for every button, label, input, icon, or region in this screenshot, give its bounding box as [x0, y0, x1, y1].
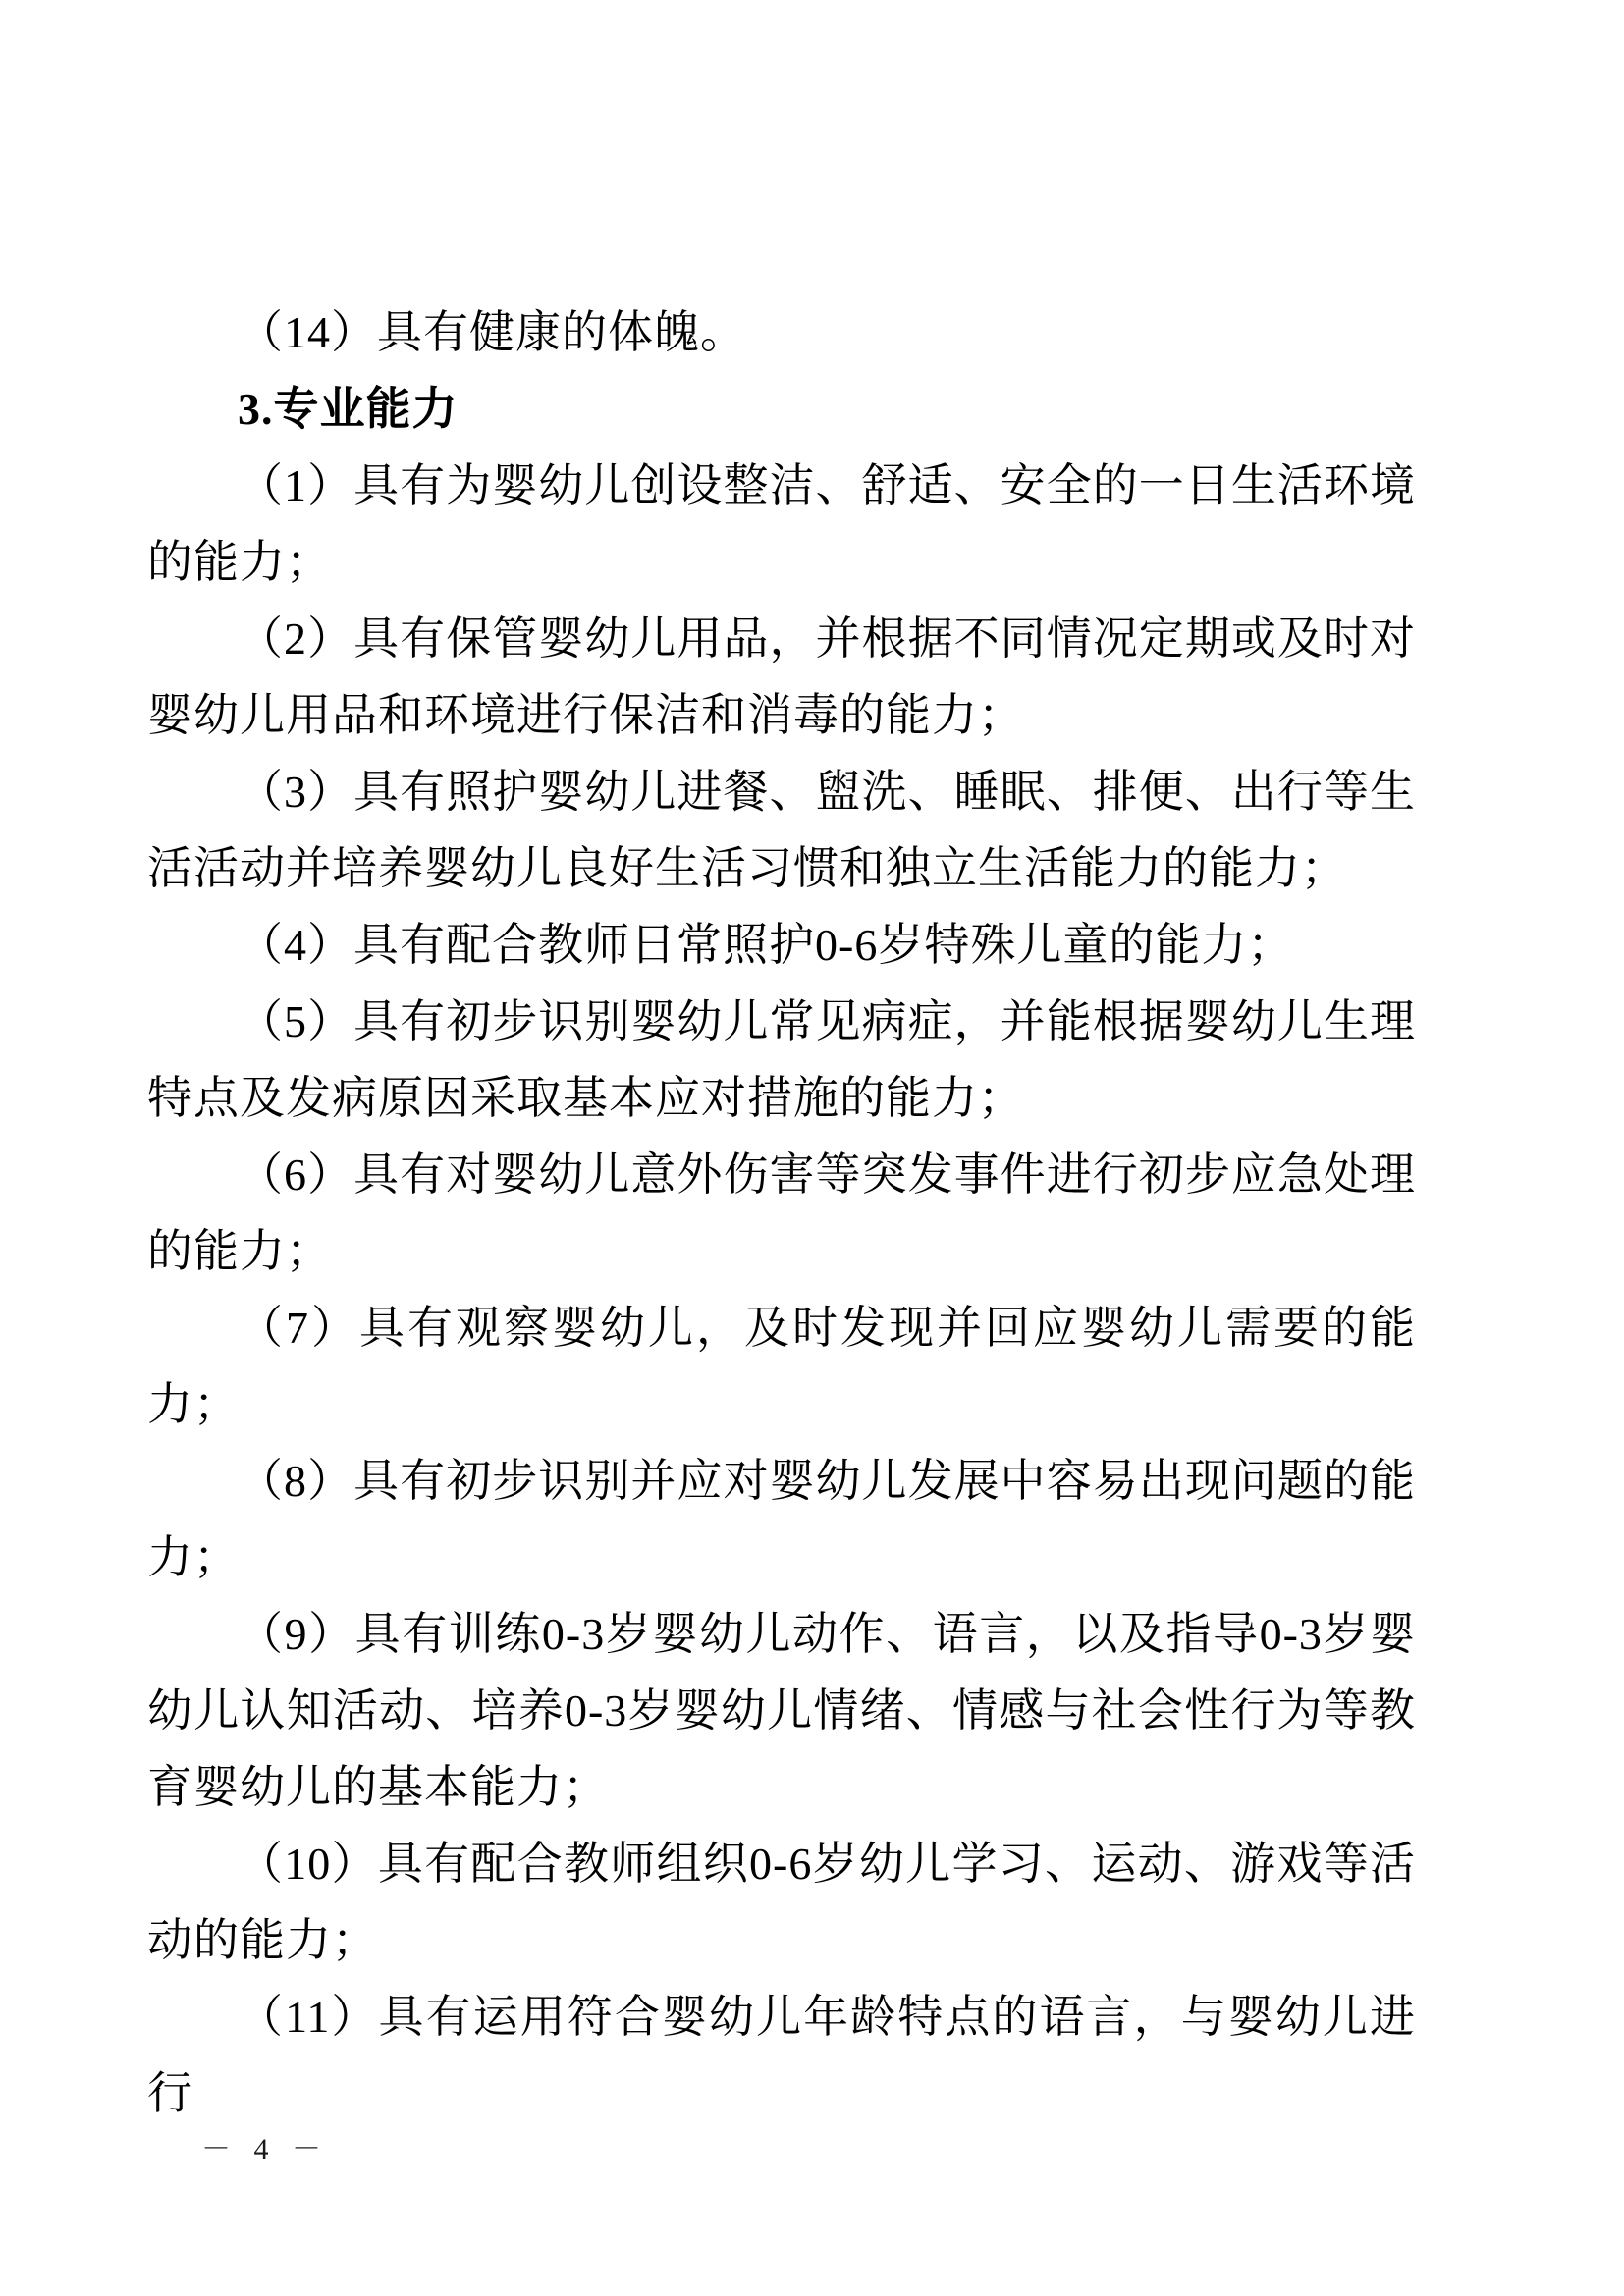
paragraph: （9）具有训练0-3岁婴幼儿动作、语言，以及指导0-3岁婴幼儿认知活动、培养0-3岁婴幼儿情绪、情感与社会性行为等教育婴幼儿的基本能力；: [147, 1609, 1416, 1812]
paragraph: （6）具有对婴幼儿意外伤害等突发事件进行初步应急处理的能力；: [147, 1149, 1416, 1276]
page-number: － 4 －: [201, 2133, 329, 2165]
paragraph: （14）具有健康的体魄。: [238, 307, 746, 357]
paragraph: （7）具有观察婴幼儿，及时发现并回应婴幼儿需要的能力；: [147, 1303, 1416, 1429]
paragraph: （1）具有为婴幼儿创设整洁、舒适、安全的一日生活环境的能力；: [147, 460, 1416, 587]
page-footer: [201, 2128, 329, 2171]
paragraph: （8）具有初步识别并应对婴幼儿发展中容易出现问题的能力；: [147, 1456, 1416, 1582]
paragraph: （4）具有配合教师日常照护0-6岁特殊儿童的能力；: [238, 920, 1294, 970]
section-heading: 3.专业能力: [238, 384, 459, 434]
paragraph: （11）具有运用符合婴幼儿年龄特点的语言，与婴幼儿进行: [147, 1992, 1416, 2118]
paragraph: （2）具有保管婴幼儿用品，并根据不同情况定期或及时对婴幼儿用品和环境进行保洁和消毒的能力；: [147, 614, 1416, 740]
paragraph: （5）具有初步识别婴幼儿常见病症，并能根据婴幼儿生理特点及发病原因采取基本应对措施的能力；: [147, 996, 1416, 1123]
paragraph: （10）具有配合教师组织0-6岁幼儿学习、运动、游戏等活动的能力；: [147, 1839, 1416, 1965]
paragraph: （3）具有照护婴幼儿进餐、盥洗、睡眠、排便、出行等生活活动并培养婴幼儿良好生活习惯和独立生活能力的能力；: [147, 767, 1416, 893]
document-body: [147, 294, 1416, 2132]
